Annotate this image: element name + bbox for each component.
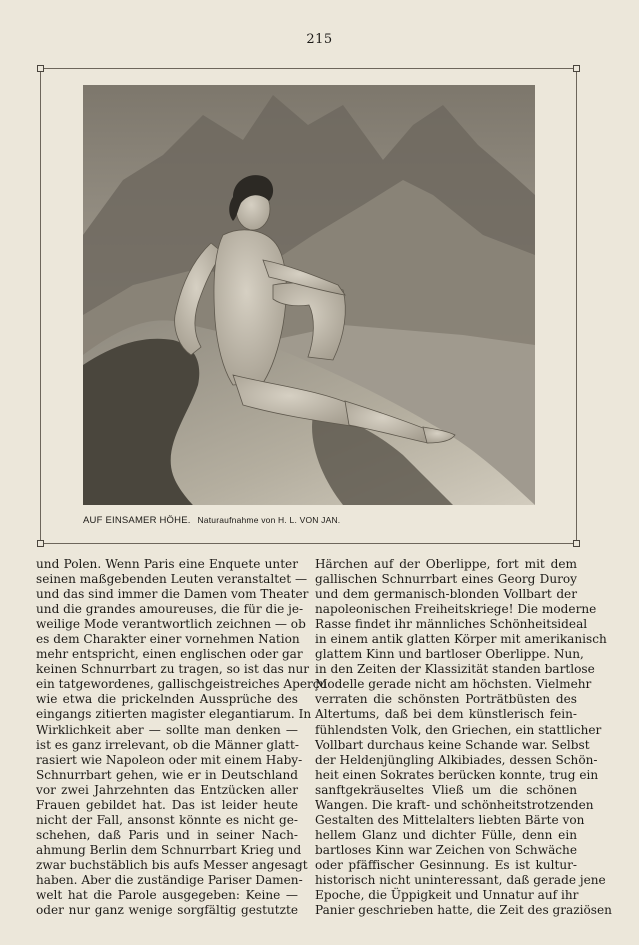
text-line: weilige Mode verantwortlich zeichnen — ob (36, 617, 306, 632)
figure-photograph (83, 85, 535, 505)
text-line: Vollbart durchaus keine Schande war. Selbst (315, 737, 590, 752)
text-line: und das sind immer die Damen vom Theater (36, 587, 309, 602)
text-line: keinen Schnurrbart zu tragen, so ist das nur (36, 662, 310, 677)
frame-corner-ornament (37, 540, 44, 547)
text-line: zwar buchstäblich bis aufs Messer angesagt (36, 857, 308, 872)
text-line: wie etwa die prickelnden Aussprüche des (36, 692, 298, 707)
text-line: oder nur ganz wenige sorgfältig gestutzte (36, 903, 298, 918)
text-line: es dem Charakter einer vornehmen Nation (36, 632, 300, 647)
text-line: Wangen. Die kraft- und schönheitstrotzenden (315, 797, 594, 812)
text-line: napoleonischen Freiheitskriege! Die moderne (315, 602, 597, 617)
text-line: ist es ganz irrelevant, ob die Männer glatt- (36, 737, 299, 752)
text-line: oder pfäffischer Gesinnung. Es ist kultur- (315, 857, 577, 872)
text-line: schehen, daß Paris und in seiner Nach- (36, 827, 298, 842)
figure-frame (40, 68, 577, 544)
text-line: in einem antik glatten Körper mit amerikanisch (315, 632, 607, 647)
text-line: seinen maßgebenden Leuten veranstaltet — (36, 572, 308, 587)
text-line: ahmung Berlin dem Schnurrbart Krieg und (36, 842, 302, 857)
text-line: glattem Kinn und bartloser Oberlippe. Nun, (315, 647, 584, 662)
frame-corner-ornament (573, 65, 580, 72)
figure-caption (83, 515, 563, 526)
text-line: Epoche, die Üppigkeit und Unnatur auf ihr (315, 888, 579, 903)
text-line: Wirklichkeit aber — sollte man denken — (36, 722, 298, 737)
text-line: fühlendsten Volk, den Griechen, ein stattlicher (315, 722, 602, 737)
text-line: nicht der Fall, ansonst könnte es nicht ge- (36, 812, 298, 827)
text-line: vor zwei Jahrzehnten das Entzücken aller (36, 782, 298, 797)
text-line: welt hat die Parole ausgegeben: Keine — (36, 888, 298, 903)
text-line: der Heldenjüngling Alkibiades, dessen Schön- (315, 752, 598, 767)
text-line: und die grandes amoureuses, die für die je- (36, 602, 304, 617)
text-line: Schnurrbart gehen, wie er in Deutschland (36, 767, 298, 782)
text-line: rasiert wie Napoleon oder mit einem Haby- (36, 752, 303, 767)
text-line: Gestalten des Mittelalters liebten Bärte von (315, 812, 585, 827)
text-line: Frauen gebildet hat. Das ist leider heute (36, 797, 298, 812)
text-line: Härchen auf der Oberlippe, fort mit dem (315, 557, 577, 571)
caption-title: AUF EINSAMER HÖHE. (83, 515, 191, 526)
text-column-left (36, 557, 328, 918)
frame-corner-ornament (37, 65, 44, 72)
text-line: heit einen Sokrates berücken konnte, trug ein (315, 767, 599, 782)
text-line: verraten die schönsten Porträtbüsten des (315, 692, 577, 707)
text-line: Rasse findet ihr männliches Schönheitsideal (315, 617, 588, 632)
caption-credit: Naturaufnahme von H. L. VON JAN. (197, 515, 341, 525)
text-line: mehr entspricht, einen englischen oder gar (36, 647, 303, 662)
text-line: historisch nicht uninteressant, daß gerade jene (315, 872, 606, 887)
text-line: eingangs zitierten magister elegantiarum. In (36, 707, 312, 722)
text-line: sanftgekräuseltes Vließ um die schönen (315, 782, 577, 797)
text-line: gallischen Schnurrbart eines Georg Duroy (315, 572, 577, 587)
text-line: und dem germanisch-blonden Vollbart der (315, 587, 577, 602)
text-line: Panier geschrieben hatte, die Zeit des graziösen (315, 903, 612, 918)
text-line: in den Zeiten der Klassizität standen bartlose (315, 662, 595, 677)
text-line: und Polen. Wenn Paris eine Enquete unter (36, 557, 298, 571)
frame-corner-ornament (573, 540, 580, 547)
text-line: ein tatgewordenes, gallischgeistreiches Aperçu (36, 677, 328, 692)
text-column-right (315, 557, 612, 918)
text-line: haben. Aber die zuständige Pariser Damen- (36, 872, 303, 887)
text-line: hellem Glanz und dichter Fülle, denn ein (315, 827, 577, 842)
photograph-mountain-scene (83, 85, 535, 505)
page-number: 215 (306, 32, 333, 47)
text-line: bartloses Kinn war Zeichen von Schwäche (315, 842, 577, 857)
text-line: Modelle gerade nicht am höchsten. Vielmehr (315, 677, 592, 692)
text-line: Altertums, daß bei dem künstlerisch fein- (315, 707, 577, 722)
